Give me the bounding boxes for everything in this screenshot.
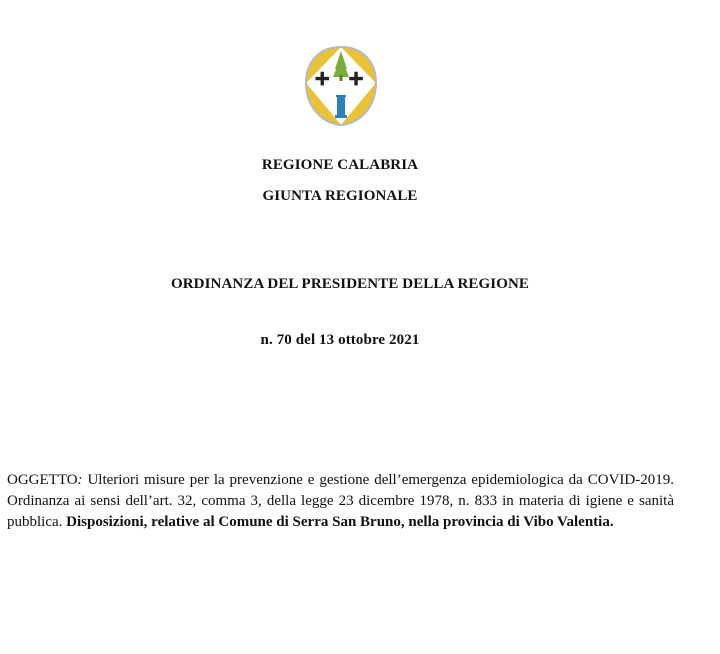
council-name: GIUNTA REGIONALE — [262, 188, 418, 204]
subject-paragraph — [7, 470, 674, 533]
coat-of-arms-emblem — [304, 45, 378, 127]
document-number: n. 70 del 13 ottobre 2021 — [260, 332, 420, 348]
subject-text: Ulteriori misure per la prevenzione e gestione dell’emergenza epidemiologica da COVID-2019. Ordinanza ai sensi dell’art. 32, comma 3, della legge 23 dicembre 1978, n. 833 in materia di igiene e sanità pubblica. — [7, 472, 674, 530]
subject-bold-text: Disposizioni, relative al Comune di Serra San Bruno, nella provincia di Vibo Valentia. — [66, 514, 614, 530]
subject-label: OGGETTO — [7, 472, 78, 488]
subject-colon: : — [77, 472, 83, 488]
document-title: ORDINANZA DEL PRESIDENTE DELLA REGIONE — [170, 276, 530, 292]
region-name: REGIONE CALABRIA — [261, 157, 419, 173]
